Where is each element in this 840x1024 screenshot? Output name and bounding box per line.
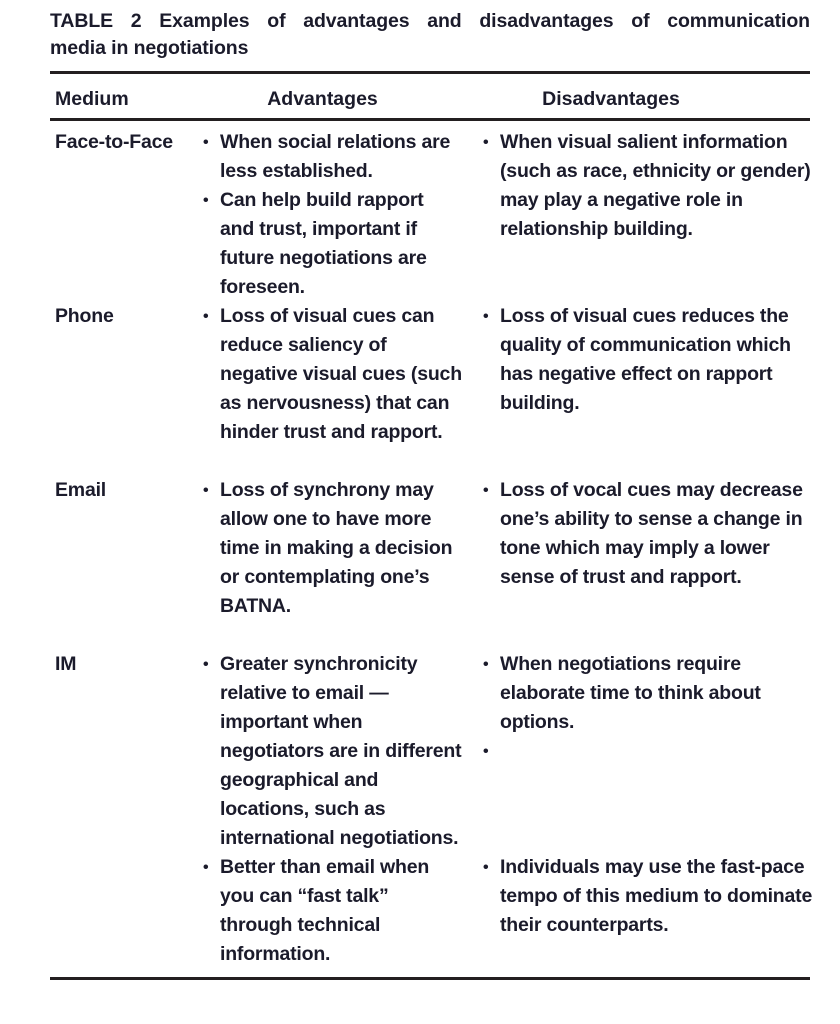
cell-disadvantages — [480, 476, 820, 592]
cell-disadvantages — [480, 302, 820, 418]
column-header-advantages: Advantages — [267, 88, 378, 110]
list-item: • Loss of vocal cues may decrease one’s ability to sense a change in tone which may imply a lower sense of trust and rapport. — [480, 476, 820, 592]
table-row — [0, 302, 840, 476]
list-item: • Loss of visual cues can reduce saliency of negative visual cues (such as nervousness) that can hinder trust and rapport. — [200, 302, 462, 447]
cell-advantages — [200, 476, 462, 621]
cell-advantages — [200, 650, 462, 969]
cell-advantages — [200, 302, 462, 447]
bullet-list-advantages — [200, 302, 462, 447]
bullet-list-advantages — [200, 650, 462, 969]
table-row — [0, 476, 840, 650]
table-caption-line-1: TABLE 2 Examples of advantages and disadvantages of communication — [50, 10, 810, 32]
bullet-list-advantages — [200, 476, 462, 621]
table-row — [0, 128, 840, 302]
list-item: • Greater synchronicity relative to email — important when negotiators are in different geographical and locations, such as international negotiations. — [200, 650, 462, 853]
table-caption-line-2: media in negotiations — [50, 37, 249, 59]
table-rule-top — [50, 71, 810, 74]
list-item: • Individuals may use the fast-pace tempo of this medium to dominate their counterparts. — [480, 853, 820, 940]
list-item: • Can help build rapport and trust, important if future negotiations are foreseen. — [200, 186, 462, 302]
table-rule-bottom — [50, 977, 810, 980]
list-item: • When social relations are less established. — [200, 128, 462, 186]
bullet-list-disadvantages — [480, 128, 820, 244]
table-body — [0, 128, 840, 972]
list-item: • When negotiations require elaborate time to think about options. — [480, 650, 820, 737]
list-spacer — [480, 737, 820, 853]
cell-advantages — [200, 128, 462, 302]
cell-disadvantages — [480, 128, 820, 244]
list-item: • When visual salient information (such as race, ethnicity or gender) may play a negative role in relationship building. — [480, 128, 820, 244]
column-header-medium: Medium — [55, 88, 129, 110]
bullet-list-advantages — [200, 128, 462, 302]
cell-medium: Email — [55, 479, 107, 501]
list-item: • Loss of visual cues reduces the quality of communication which has negative effect on rapport building. — [480, 302, 820, 418]
column-header-disadvantages: Disadvantages — [542, 88, 680, 110]
table-caption — [50, 8, 810, 62]
list-item: • Loss of synchrony may allow one to have more time in making a decision or contemplating one’s BATNA. — [200, 476, 462, 621]
table-rule-header — [50, 118, 810, 121]
table-row — [0, 650, 840, 972]
cell-disadvantages — [480, 650, 820, 940]
list-item: • Better than email when you can “fast talk” through technical information. — [200, 853, 462, 969]
cell-medium: IM — [55, 653, 77, 675]
bullet-list-disadvantages — [480, 650, 820, 940]
bullet-list-disadvantages — [480, 302, 820, 418]
bullet-list-disadvantages — [480, 476, 820, 592]
cell-medium: Phone — [55, 305, 114, 327]
cell-medium: Face-to-Face — [55, 131, 173, 153]
